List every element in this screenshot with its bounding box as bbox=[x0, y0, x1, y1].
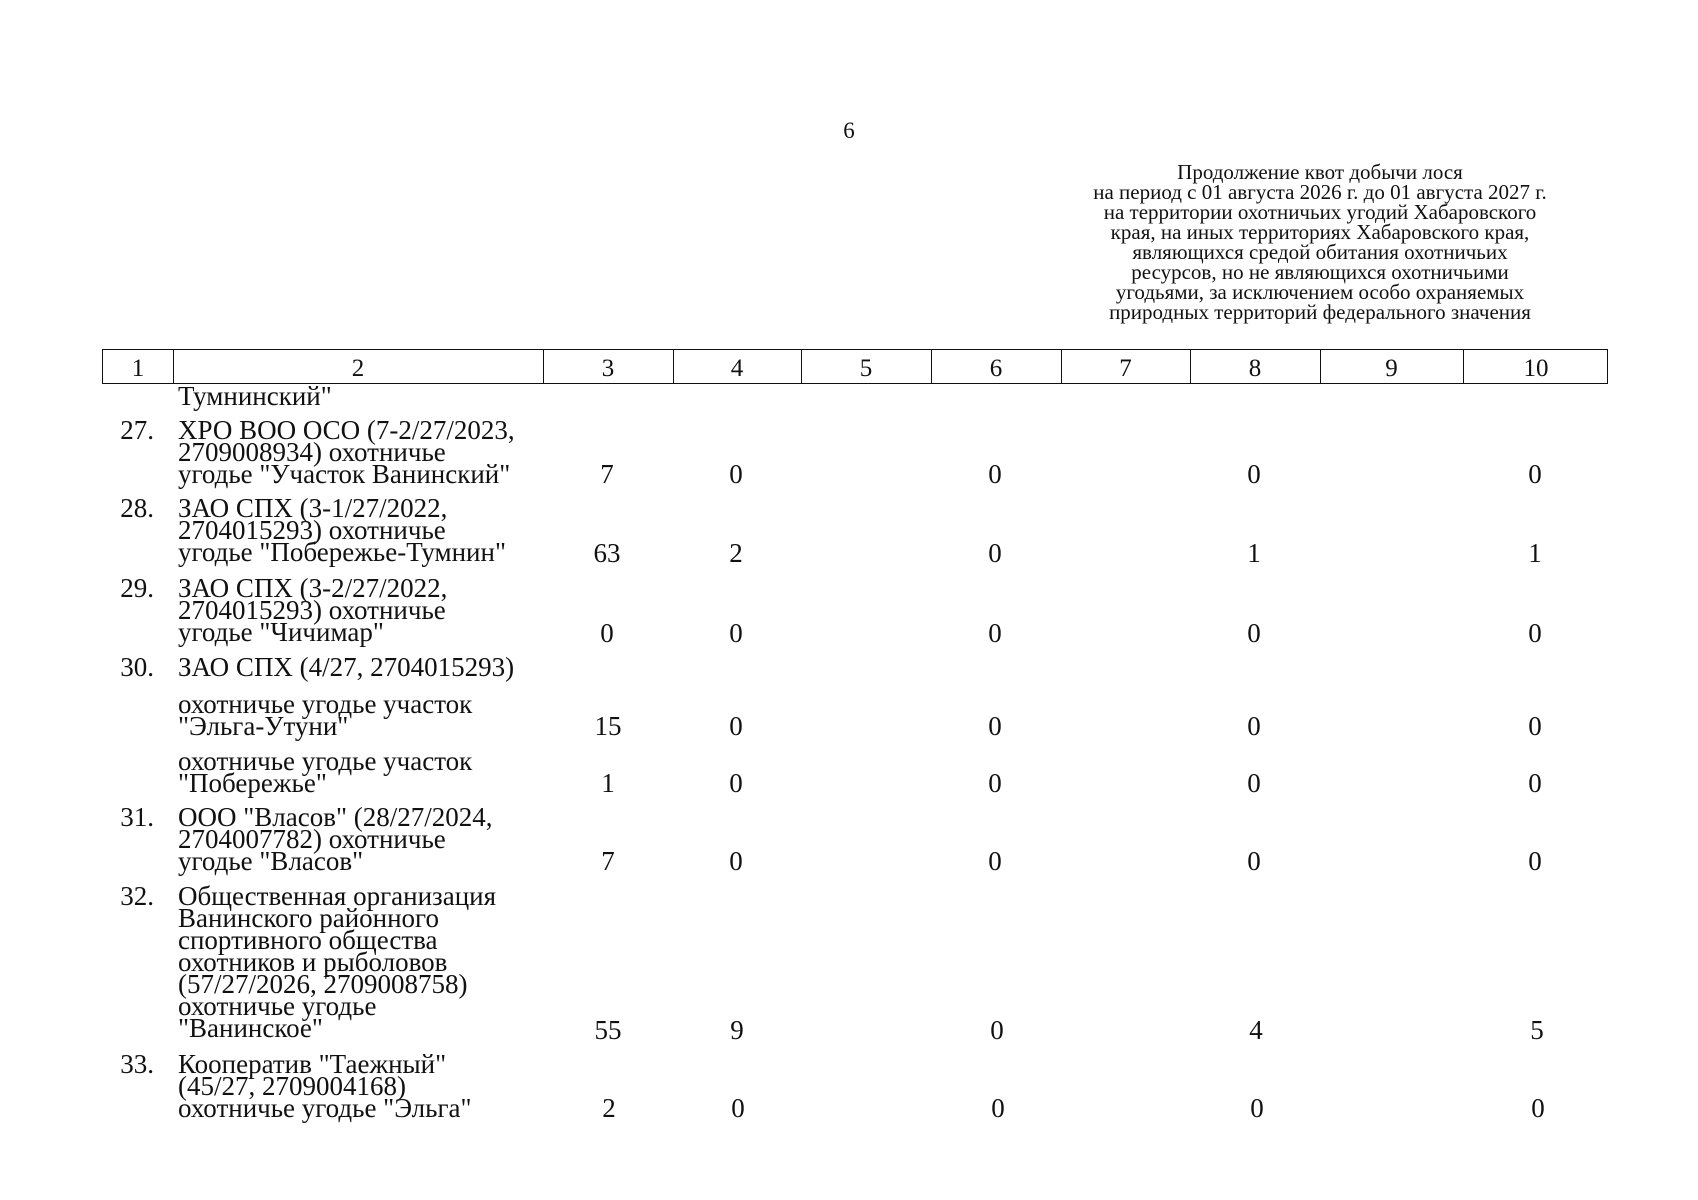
row-name-line: Ванинского районного bbox=[178, 903, 439, 933]
value-col3: 15 bbox=[594, 711, 622, 741]
row-name-line: Кооператив "Таежный" bbox=[178, 1049, 447, 1079]
column-number: 2 bbox=[351, 355, 365, 382]
row-name-line: ЗАО СПХ (3-1/27/2022, bbox=[178, 493, 448, 523]
row-name-line: угодье "Участок Ванинский" bbox=[178, 459, 511, 489]
table-caption bbox=[1040, 162, 1600, 322]
column-number: 6 bbox=[989, 355, 1003, 382]
row-name-line: ХРО ВОО ОСО (7-2/27/2023, bbox=[178, 415, 515, 445]
row-name-line: Общественная организация bbox=[178, 881, 497, 911]
value-col10: 0 bbox=[1531, 1093, 1545, 1123]
column-number: 3 bbox=[601, 355, 615, 382]
caption-line: ресурсов, но не являющихся охотничьими bbox=[1131, 260, 1509, 284]
value-col4: 0 bbox=[729, 459, 743, 489]
column-number: 7 bbox=[1119, 355, 1132, 382]
value-col3: 2 bbox=[602, 1093, 616, 1123]
row-name-line: ООО "Власов" (28/27/2024, bbox=[178, 802, 493, 832]
value-col6: 0 bbox=[988, 459, 1002, 489]
column-number: 8 bbox=[1248, 355, 1262, 382]
row-name-line: охотничье угодье bbox=[178, 991, 377, 1021]
page-number: 6 bbox=[843, 118, 855, 143]
row-name-line: "Побережье" bbox=[178, 768, 327, 798]
row-name-line: (57/27/2026, 2709008758) bbox=[178, 969, 468, 999]
value-col4: 0 bbox=[729, 711, 743, 741]
row-name-line: "Эльга-Утуни" bbox=[178, 711, 349, 741]
row-name bbox=[178, 415, 515, 489]
row-name-line: ЗАО СПХ (4/27, 2704015293) bbox=[178, 652, 515, 682]
row-number: 30. bbox=[120, 652, 154, 682]
value-col10: 0 bbox=[1528, 768, 1542, 798]
value-col6: 0 bbox=[988, 846, 1002, 876]
value-col3: 63 bbox=[593, 538, 621, 568]
row-number: 27. bbox=[120, 415, 154, 445]
caption-line: являющихся средой обитания охотничьих bbox=[1132, 240, 1508, 264]
column-number: 10 bbox=[1523, 355, 1549, 382]
carryover-text: Тумнинский" bbox=[178, 381, 332, 411]
caption-line: Продолжение квот добычи лося bbox=[1177, 160, 1463, 184]
value-col3: 55 bbox=[594, 1015, 622, 1045]
value-col10: 0 bbox=[1528, 459, 1542, 489]
value-col3: 1 bbox=[601, 768, 615, 798]
value-col8: 0 bbox=[1247, 768, 1261, 798]
value-col8: 0 bbox=[1247, 618, 1261, 648]
value-col10: 0 bbox=[1528, 846, 1542, 876]
row-name-line: спортивного общества bbox=[178, 925, 438, 955]
value-col8: 4 bbox=[1249, 1015, 1263, 1045]
row-name-line: охотников и рыболовов bbox=[178, 947, 448, 977]
column-number-row bbox=[102, 349, 1608, 384]
row-name bbox=[178, 573, 448, 647]
row-name-line: 2704015293) охотничье bbox=[178, 515, 446, 545]
row-name bbox=[178, 652, 515, 682]
value-col10: 1 bbox=[1528, 538, 1542, 568]
value-col4: 0 bbox=[729, 768, 743, 798]
column-number: 4 bbox=[730, 355, 744, 382]
row-name-line: "Ванинское" bbox=[178, 1013, 323, 1043]
row-name-line: охотничье угодье участок bbox=[178, 746, 473, 776]
value-col8: 0 bbox=[1247, 846, 1261, 876]
row-number: 32. bbox=[120, 881, 154, 911]
value-col10: 0 bbox=[1528, 711, 1542, 741]
row-name bbox=[178, 1049, 472, 1123]
row-name bbox=[178, 689, 473, 741]
value-col8: 0 bbox=[1247, 711, 1261, 741]
value-col8: 1 bbox=[1247, 538, 1261, 568]
value-col6: 0 bbox=[991, 1093, 1005, 1123]
caption-line: на территории охотничьих угодий Хабаровского bbox=[1103, 200, 1537, 224]
row-name-line: ЗАО СПХ (3-2/27/2022, bbox=[178, 573, 448, 603]
row-number: 33. bbox=[120, 1049, 154, 1079]
value-col10: 5 bbox=[1530, 1015, 1544, 1045]
value-col6: 0 bbox=[988, 768, 1002, 798]
value-col6: 0 bbox=[990, 1015, 1004, 1045]
value-col4: 9 bbox=[730, 1015, 744, 1045]
row-name bbox=[178, 802, 493, 876]
caption-line: природных территорий федерального значения bbox=[1109, 300, 1531, 324]
value-col4: 2 bbox=[729, 538, 743, 568]
value-col6: 0 bbox=[988, 618, 1002, 648]
row-name-line: угодье "Побережье-Тумнин" bbox=[178, 537, 506, 567]
column-number: 5 bbox=[859, 355, 873, 382]
row-name bbox=[178, 493, 506, 567]
row-name-line: угодье "Власов" bbox=[178, 846, 364, 876]
caption-line: угодьями, за исключением особо охраняемых bbox=[1115, 280, 1525, 304]
row-name-line: охотничье угодье "Эльга" bbox=[178, 1093, 472, 1123]
row-number: 29. bbox=[120, 573, 154, 603]
row-name bbox=[178, 746, 473, 798]
caption-line: края, на иных территориях Хабаровского края, bbox=[1110, 220, 1530, 244]
value-col3: 0 bbox=[600, 618, 614, 648]
column-number: 9 bbox=[1385, 355, 1398, 382]
value-col4: 0 bbox=[729, 846, 743, 876]
row-name-line: 2704007782) охотничье bbox=[178, 824, 446, 854]
value-col6: 0 bbox=[988, 711, 1002, 741]
row-name-line: угодье "Чичимар" bbox=[178, 617, 384, 647]
row-name-line: (45/27, 2709004168) bbox=[178, 1071, 406, 1101]
value-col8: 0 bbox=[1247, 459, 1261, 489]
row-name-line: 2704015293) охотничье bbox=[178, 595, 446, 625]
value-col10: 0 bbox=[1528, 618, 1542, 648]
row-number: 28. bbox=[120, 493, 154, 523]
row-number: 31. bbox=[120, 802, 154, 832]
row-name-line: охотничье угодье участок bbox=[178, 689, 473, 719]
caption-line: на период с 01 августа 2026 г. до 01 августа 2027 г. bbox=[1093, 180, 1547, 204]
value-col3: 7 bbox=[600, 459, 614, 489]
row-name bbox=[178, 881, 497, 1043]
value-col8: 0 bbox=[1250, 1093, 1264, 1123]
column-number: 1 bbox=[131, 355, 145, 382]
row-name-line: 2709008934) охотничье bbox=[178, 437, 446, 467]
value-col6: 0 bbox=[988, 538, 1002, 568]
value-col4: 0 bbox=[729, 618, 743, 648]
value-col4: 0 bbox=[731, 1093, 745, 1123]
value-col3: 7 bbox=[601, 846, 615, 876]
